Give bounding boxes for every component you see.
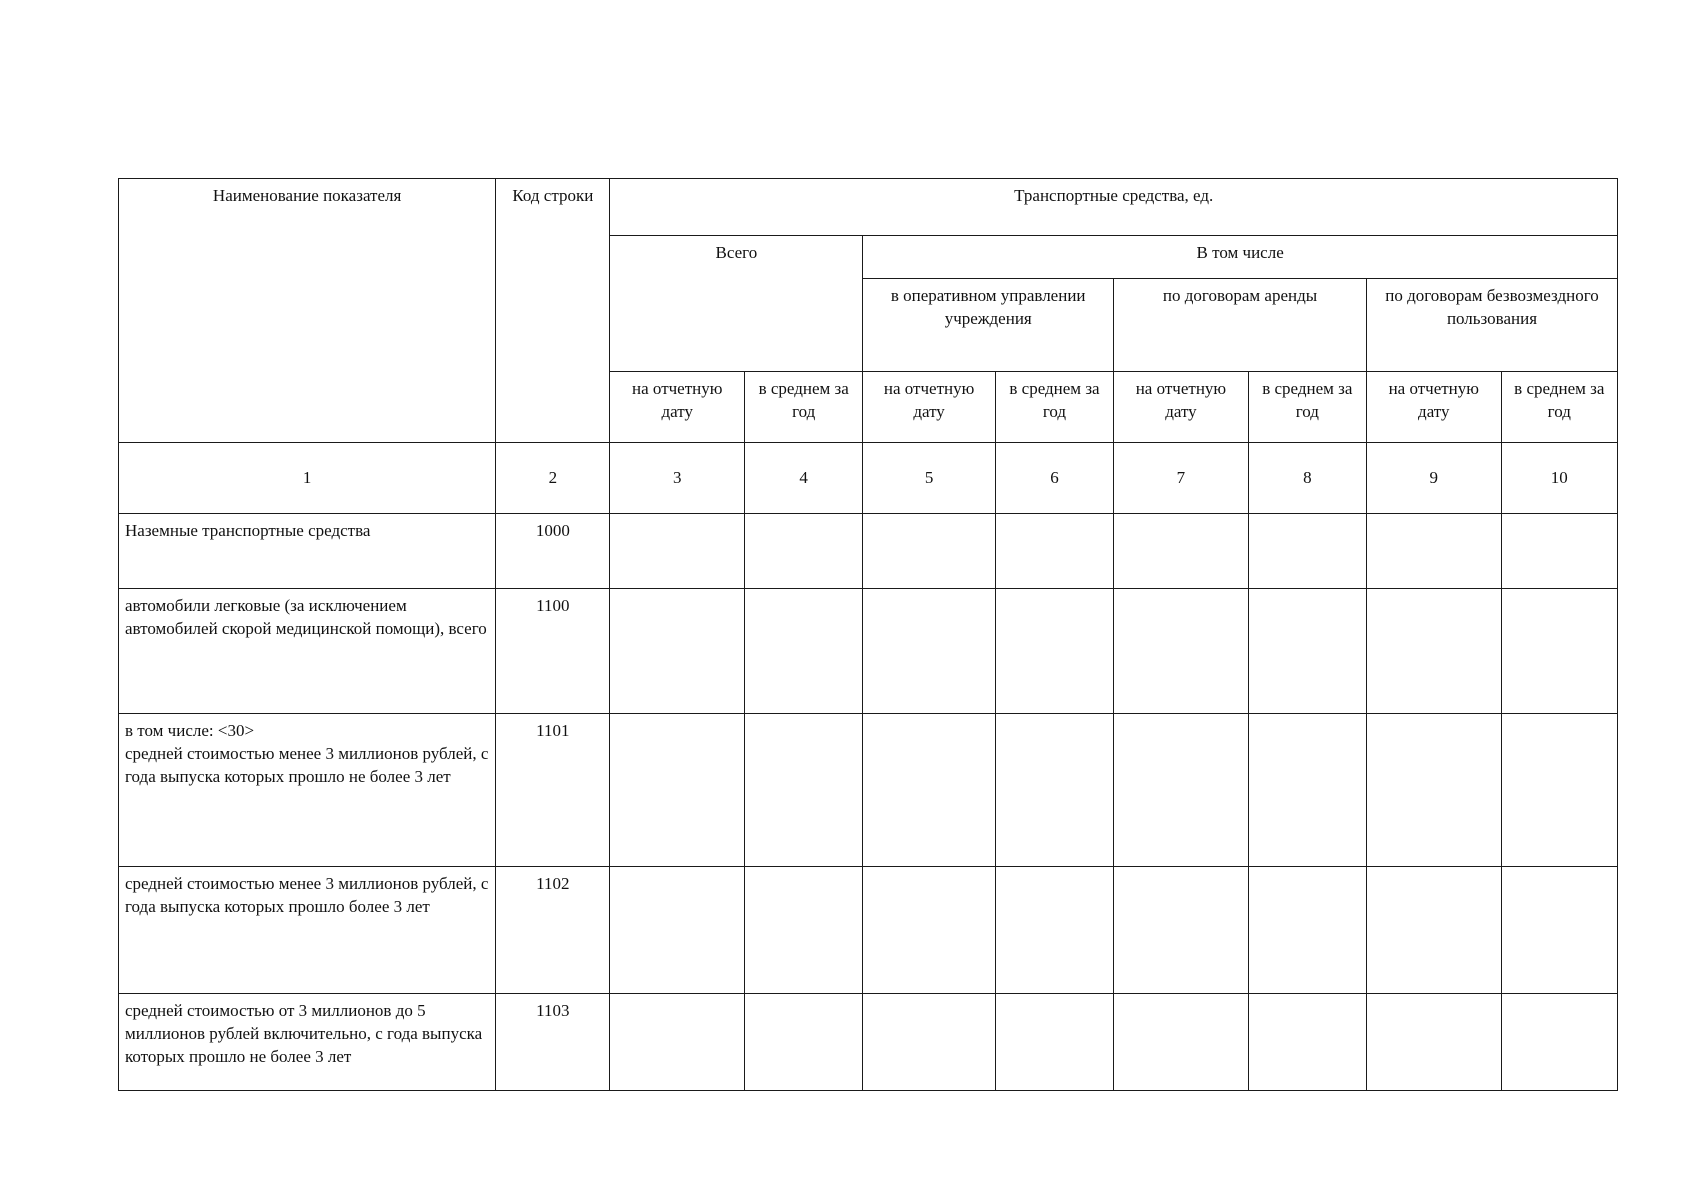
row-code-cell: 1000 xyxy=(496,514,610,589)
header-total: Всего xyxy=(610,236,863,372)
row-code-cell: 1103 xyxy=(496,994,610,1091)
value-cell xyxy=(1114,994,1249,1091)
value-cell xyxy=(1501,514,1617,589)
value-cell xyxy=(610,994,745,1091)
header-operational-on-date: на отчетную дату xyxy=(863,372,996,443)
row-name-cell: средней стоимостью менее 3 миллионов рублей, с года выпуска которых прошло более 3 лет xyxy=(119,867,496,994)
column-number: 3 xyxy=(610,443,745,514)
value-cell xyxy=(863,714,996,867)
header-row-1 xyxy=(119,179,1618,236)
value-cell xyxy=(863,514,996,589)
value-cell xyxy=(995,589,1113,714)
row-name-line: в том числе: <30> xyxy=(125,721,255,740)
transport-report-table xyxy=(118,178,1618,1091)
row-name-cell: автомобили легковые (за исключением автомобилей скорой медицинской помощи), всего xyxy=(119,589,496,714)
value-cell xyxy=(745,994,863,1091)
column-number: 10 xyxy=(1501,443,1617,514)
header-lease-avg-year: в среднем за год xyxy=(1248,372,1366,443)
value-cell xyxy=(1366,994,1501,1091)
header-transport-group: Транспортные средства, ед. xyxy=(610,179,1618,236)
value-cell xyxy=(1366,589,1501,714)
value-cell xyxy=(1114,714,1249,867)
value-cell xyxy=(1501,714,1617,867)
header-code-cell: Код строки xyxy=(496,179,610,443)
value-cell xyxy=(995,714,1113,867)
column-number-row xyxy=(119,443,1618,514)
value-cell xyxy=(745,514,863,589)
value-cell xyxy=(1366,867,1501,994)
header-including: В том числе xyxy=(863,236,1618,279)
value-cell xyxy=(610,867,745,994)
row-name-line: средней стоимостью менее 3 миллионов рублей, с года выпуска которых прошло не более 3 лет xyxy=(125,743,489,786)
value-cell xyxy=(1366,514,1501,589)
value-cell xyxy=(745,714,863,867)
table-row xyxy=(119,514,1618,589)
header-operational: в оперативном управлении учреждения xyxy=(863,279,1114,372)
value-cell xyxy=(863,867,996,994)
value-cell xyxy=(610,714,745,867)
row-code-cell: 1100 xyxy=(496,589,610,714)
table-row xyxy=(119,994,1618,1091)
value-cell xyxy=(610,589,745,714)
header-free-use-on-date: на отчетную дату xyxy=(1366,372,1501,443)
value-cell xyxy=(1501,994,1617,1091)
value-cell xyxy=(1114,589,1249,714)
header-name-cell: Наименование показателя xyxy=(119,179,496,443)
column-number: 1 xyxy=(119,443,496,514)
value-cell xyxy=(1248,714,1366,867)
table-row xyxy=(119,589,1618,714)
value-cell xyxy=(1366,714,1501,867)
value-cell xyxy=(1248,867,1366,994)
row-name-cell: средней стоимостью от 3 миллионов до 5 миллионов рублей включительно, с года выпуска которых прошло не более 3 лет xyxy=(119,994,496,1091)
value-cell xyxy=(995,514,1113,589)
value-cell xyxy=(1248,589,1366,714)
column-number: 4 xyxy=(745,443,863,514)
value-cell xyxy=(1501,589,1617,714)
header-free-use: по договорам безвозмездного пользования xyxy=(1366,279,1617,372)
value-cell xyxy=(863,994,996,1091)
value-cell xyxy=(1501,867,1617,994)
header-lease: по договорам аренды xyxy=(1114,279,1367,372)
value-cell xyxy=(995,994,1113,1091)
row-code-cell: 1102 xyxy=(496,867,610,994)
header-total-avg-year: в среднем за год xyxy=(745,372,863,443)
value-cell xyxy=(745,867,863,994)
value-cell xyxy=(1114,514,1249,589)
header-operational-avg-year: в среднем за год xyxy=(995,372,1113,443)
value-cell xyxy=(1248,514,1366,589)
header-free-use-avg-year: в среднем за год xyxy=(1501,372,1617,443)
value-cell xyxy=(863,589,996,714)
column-number: 5 xyxy=(863,443,996,514)
header-total-on-date: на отчетную дату xyxy=(610,372,745,443)
value-cell xyxy=(995,867,1113,994)
table-row xyxy=(119,714,1618,867)
column-number: 6 xyxy=(995,443,1113,514)
table-row xyxy=(119,867,1618,994)
row-name-cell: Наземные транспортные средства xyxy=(119,514,496,589)
value-cell xyxy=(745,589,863,714)
column-number: 9 xyxy=(1366,443,1501,514)
value-cell xyxy=(610,514,745,589)
column-number: 8 xyxy=(1248,443,1366,514)
value-cell xyxy=(1114,867,1249,994)
column-number: 2 xyxy=(496,443,610,514)
row-name-cell xyxy=(119,714,496,867)
header-lease-on-date: на отчетную дату xyxy=(1114,372,1249,443)
column-number: 7 xyxy=(1114,443,1249,514)
row-code-cell: 1101 xyxy=(496,714,610,867)
value-cell xyxy=(1248,994,1366,1091)
